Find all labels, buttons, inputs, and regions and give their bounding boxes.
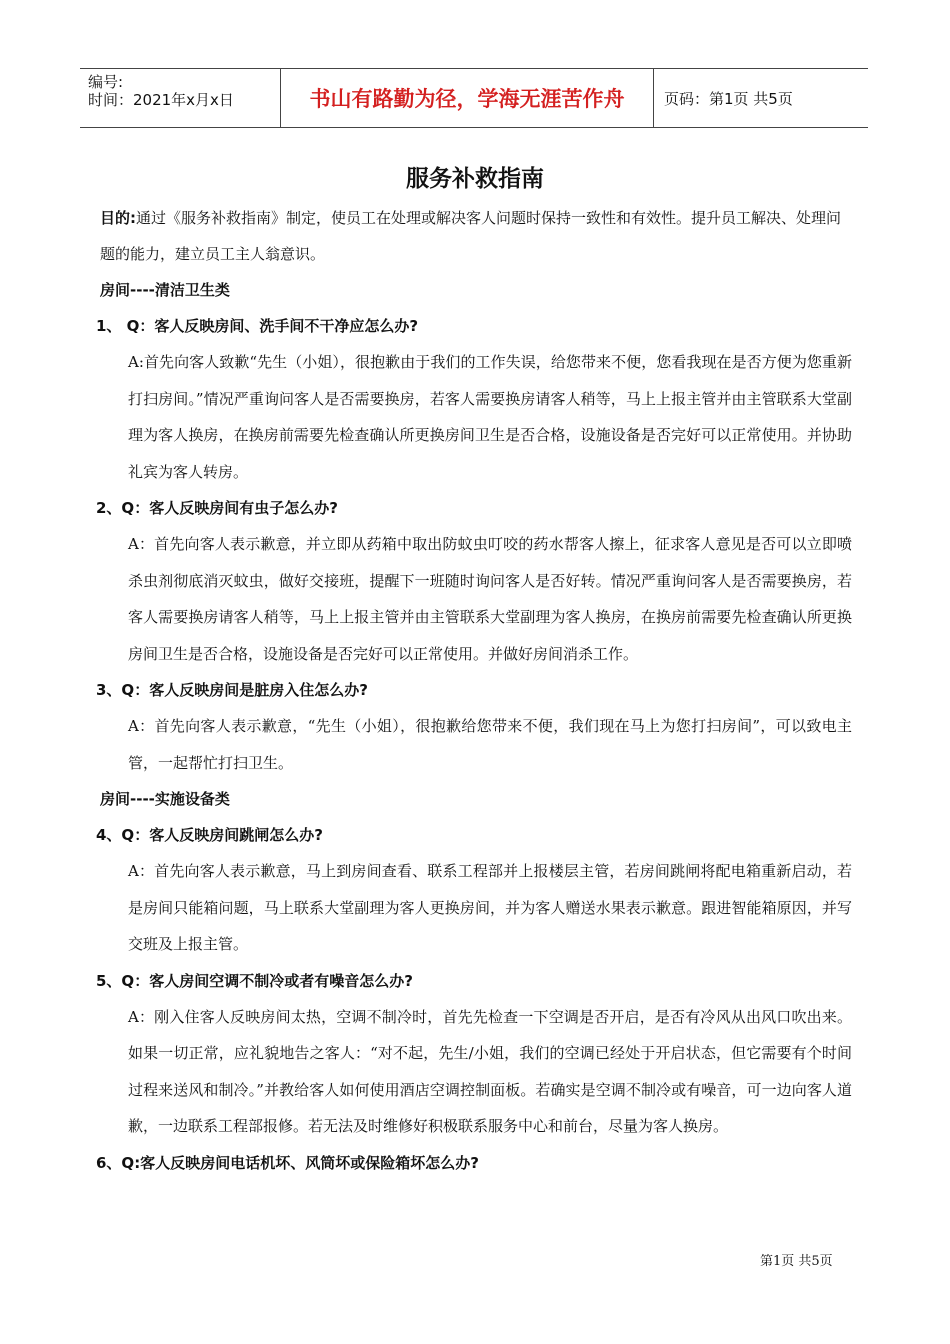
question: 1、 Q：客人反映房间、洗手间不干净应怎么办? xyxy=(96,317,419,335)
time-label: 时间：2021年x月x日 xyxy=(88,91,234,109)
answer: A：首先向客人表示歉意，并立即从药箱中取出防蚊虫叮咬的药水帮客人擦上，征求客人意见是否可以立即喷杀虫剂彻底消灭蚊虫，做好交接班，提醒下一班随时询问客人是否好转。情况严重询问客人是否需要换房，若客人需要换房请客人稍等，马上上报主管并由主管联系大堂副理为客人换房，在换房前需要先检查确认所更换房间卫生是否合格，设施设备是否完好可以正常使用。并做好房间消杀工作。 xyxy=(128,535,852,663)
purpose-label: 目的: xyxy=(100,209,136,227)
header-page-label: 页码：第1页 共5页 xyxy=(664,89,793,108)
question: 3、Q：客人反映房间是脏房入住怎么办? xyxy=(96,681,368,699)
section-heading: 房间----实施设备类 xyxy=(100,790,230,808)
section-heading: 房间----清洁卫生类 xyxy=(100,281,230,299)
question: 6、Q:客人反映房间电话机坏、风筒坏或保险箱坏怎么办? xyxy=(96,1153,479,1172)
answer: A：刚入住客人反映房间太热，空调不制冷时，首先先检查一下空调是否开启，是否有冷风从出风口吹出来。如果一切正常，应礼貌地告之客人：“对不起，先生/小姐，我们的空调已经处于开启状态，但它需要有个时间过程来送风和制冷。”并教给客人如何使用酒店空调控制面板。若确实是空调不制冷或有噪音，可一边向客人道歉，一边联系工程部报修。若无法及时维修好积极联系服务中心和前台，尽量为客人换房。 xyxy=(128,1007,852,1135)
question: 4、Q：客人反映房间跳闸怎么办? xyxy=(96,826,323,844)
answer: A:首先向客人致歉“先生（小姐），很抱歉由于我们的工作失误，给您带来不便，您看我现在是否方便为您重新打扫房间。”情况严重询问客人是否需要换房，若客人需要换房请客人稍等，马上上报主管并由主管联系大堂副理为客人换房，在换房前需要先检查确认所更换房间卫生是否合格，设施设备是否完好可以正常使用。并协助礼宾为客人转房。 xyxy=(128,353,852,481)
header-meta xyxy=(80,69,281,127)
answer: A：首先向客人表示歉意，马上到房间查看、联系工程部并上报楼层主管，若房间跳闸将配电箱重新启动，若是房间只能箱问题，马上联系大堂副理为客人更换房间，并为客人赠送水果表示歉意。跟进智能箱原因，并写交班及上报主管。 xyxy=(128,862,852,953)
purpose-text: 通过《服务补救指南》制定，使员工在处理或解决客人问题时保持一致性和有效性。提升员工解决、处理问题的能力，建立员工主人翁意识。 xyxy=(100,209,842,263)
document-body xyxy=(96,200,852,1181)
question: 5、Q：客人房间空调不制冷或者有噪音怎么办? xyxy=(96,971,413,990)
page-footer: 第1页 共5页 xyxy=(760,1254,833,1269)
purpose-paragraph xyxy=(100,200,852,272)
page-header xyxy=(80,68,868,128)
answer: A：首先向客人表示歉意，“先生（小姐），很抱歉给您带来不便，我们现在马上为您打扫房间”，可以致电主管，一起帮忙打扫卫生。 xyxy=(128,717,852,772)
page-title: 服务补救指南 xyxy=(406,166,544,192)
header-motto: 书山有路勤为径，学海无涯苦作舟 xyxy=(281,69,654,127)
question: 2、Q：客人反映房间有虫子怎么办? xyxy=(96,499,338,517)
number-label: 编号: xyxy=(88,73,124,91)
